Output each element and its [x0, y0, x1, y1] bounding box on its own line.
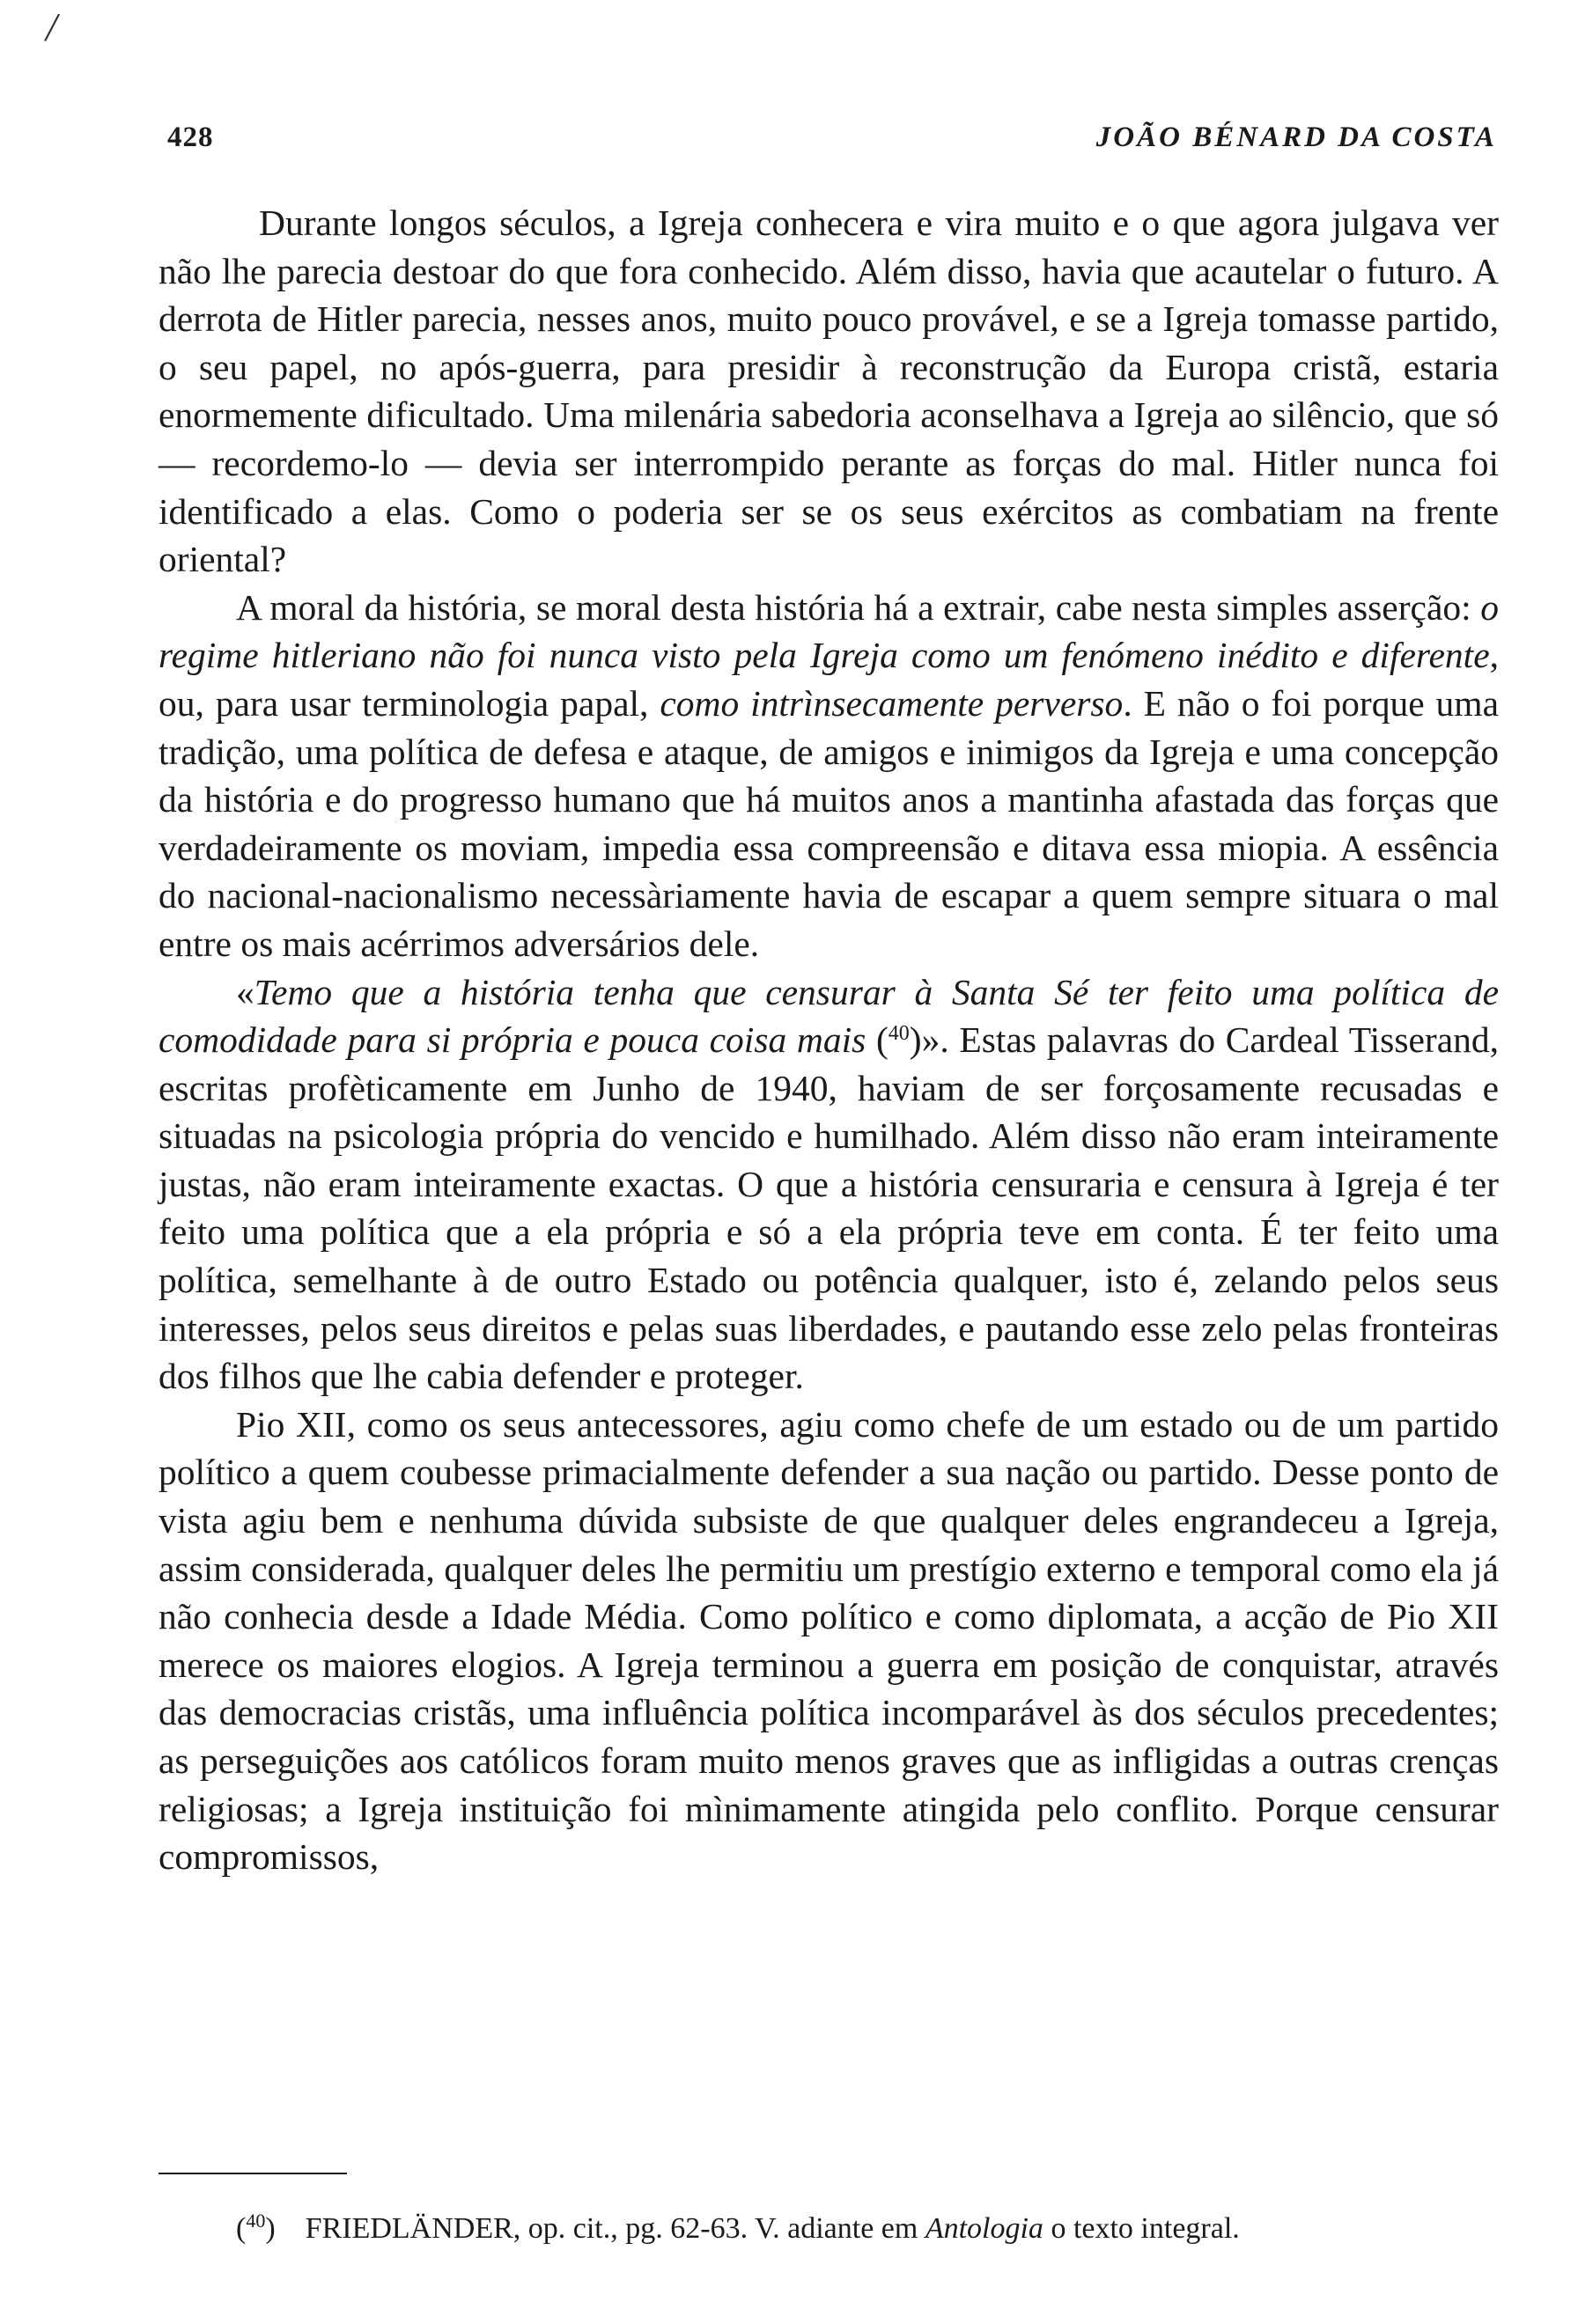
footnote-number: 40 — [246, 2210, 266, 2232]
paragraph-4 — [159, 1401, 1499, 1881]
paragraph-2-italic-a: o regime hitleriano não foi nunca visto pela Igreja como um fenómeno inédito e diferente — [159, 586, 1499, 676]
paragraph-3-ref-open: ( — [866, 1019, 889, 1061]
body-text — [159, 199, 1499, 1881]
footnote-ref-close: ) — [265, 2212, 276, 2245]
page-header — [167, 121, 1497, 165]
paragraph-2 — [159, 584, 1499, 968]
page-number: 428 — [167, 121, 214, 153]
footnote-italic-title: Antologia — [925, 2212, 1043, 2245]
footnote-ref-open: ( — [236, 2212, 247, 2245]
footnote-divider — [159, 2173, 347, 2174]
footnote-reference-40[interactable]: 40 — [888, 1022, 910, 1046]
margin-check-mark: / — [46, 4, 57, 49]
footnote-40 — [236, 2210, 1499, 2248]
footnote-text-c: o texto integral. — [1043, 2212, 1240, 2245]
paragraph-2-text-e: . E não o foi porque uma tradição, uma política de defesa e ataque, de amigos e inimigos da Igreja e uma concepção da história e do progresso humano que há muitos anos a mantinha afastada das forças que verdadeiramente os moviam, impedia essa compreensão e ditava essa miopia. A essência do nacional-nacionalismo necessàriamente havia de escapar a quem sempre situara o mal entre os mais acérrimos adversários dele. — [159, 682, 1499, 964]
paragraph-1 — [159, 199, 1499, 584]
paragraph-2-text-a: A moral da história, se moral desta história há a extrair, cabe nesta simples asserção: — [236, 586, 1481, 628]
paragraph-3-quote-italic: Temo que a história tenha que censurar à Santa Sé ter feito uma política de comodidade para si própria e pouca coisa mais — [159, 971, 1499, 1061]
running-head-author: JOÃO BÉNARD DA COSTA — [1095, 121, 1497, 153]
paragraph-3 — [159, 968, 1499, 1401]
paragraph-2-text-c: , ou, para usar terminologia papal, — [159, 635, 1499, 724]
paragraph-4-text: Pio XII, como os seus antecessores, agiu como chefe de um estado ou de um partido político a quem coubesse primacialmente defender a sua nação ou partido. Desse ponto de vista agiu bem e nenhuma dúvida subsiste de que qualquer deles engrandeceu a Igreja, assim considerada, qualquer deles lhe permitiu um prestígio externo e temporal como ela já não conhecia desde a Idade Média. Como político e como diplomata, a acção de Pio XII merece os maiores elogios. A Igreja terminou a guerra em posição de conquistar, através das democracias cristãs, uma influência política incomparável às dos séculos precedentes; as perseguições aos católicos foram muito menos graves que as infligidas a outras crenças religiosas; a Igreja instituição foi mìnimamente atingida pelo conflito. Porque censurar compromissos, — [159, 1403, 1499, 1878]
paragraph-2-italic-d: como intrìnsecamente perverso — [660, 682, 1124, 724]
footnote-text-a: FRIEDLÄNDER, op. cit., pg. 62-63. V. adiante em — [305, 2212, 925, 2245]
paragraph-3-open-quote: « — [236, 971, 254, 1012]
paragraph-3-ref-close: ) — [909, 1019, 922, 1061]
paragraph-3-text-c: ». Estas palavras do Cardeal Tisserand, escritas profèticamente em Junho de 1940, haviam de ser forçosamente recusadas e situadas na psicologia própria do vencido e humilhado. Além disso não eram inteiramente justas, não eram inteiramente exactas. O que a história censuraria e censura à Igreja é ter feito uma política que a ela própria e só a ela própria teve em conta. É ter feito uma política, semelhante à de outro Estado ou potência qualquer, isto é, zelando pelos seus interesses, pelos seus direitos e pelas suas liberdades, e pautando esse zelo pelas fronteiras dos filhos que lhe cabia defender e proteger. — [159, 1019, 1500, 1397]
paragraph-1-text: Durante longos séculos, a Igreja conhecera e vira muito e o que agora julgava ver não lhe parecia destoar do que fora conhecido. Além disso, havia que acautelar o futuro. A derrota de Hitler parecia, nesses anos, muito pouco provável, e se a Igreja tomasse partido, o seu papel, no após-guerra, para presidir à reconstrução da Europa cristã, estaria enormemente dificultado. Uma milenária sabedoria aconselhava a Igreja ao silêncio, que só — recordemo-lo — devia ser interrompido perante as forças do mal. Hitler nunca foi identificado a elas. Como o poderia ser se os seus exércitos as combatiam na frente oriental? — [159, 202, 1499, 580]
